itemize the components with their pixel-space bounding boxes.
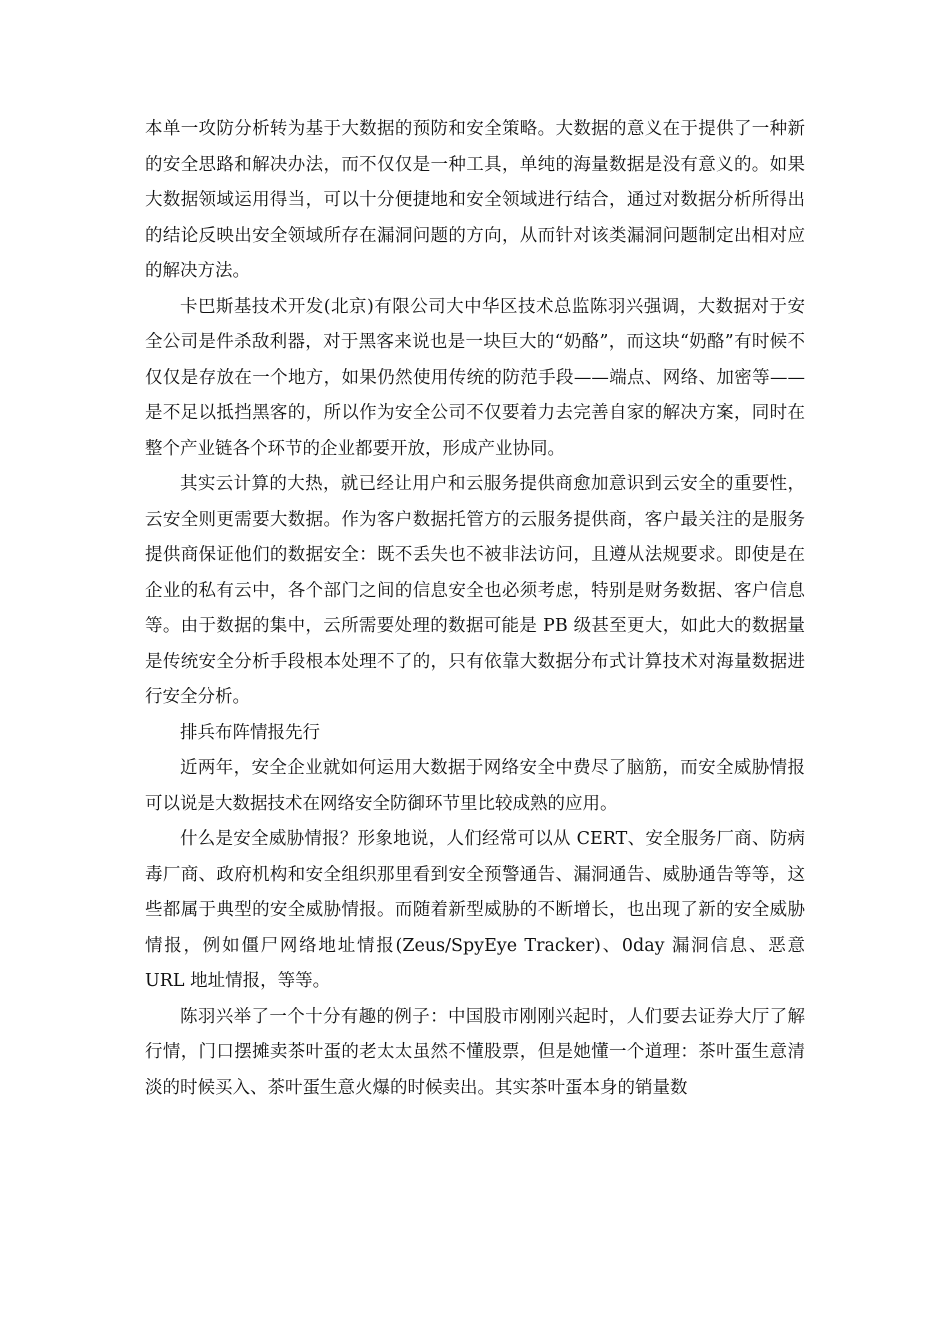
document-body [145, 112, 805, 1106]
section-heading: 排兵布阵情报先行 [180, 722, 320, 743]
paragraph-cloud-security: 其实云计算的大热，就已经让用户和云服务提供商愈加意识到云安全的重要性，云安全则更需要大数据。作为客户数据托管方的云服务提供商，客户最关注的是服务提供商保证他们的数据安全：既不丢失也不被非法访问，且遵从法规要求。即使是在企业的私有云中，各个部门之间的信息安全也必须考虑，特别是财务数据、客户信息等。由于数据的集中，云所需要处理的数据可能是 PB 级甚至更大，如此大的数据量是传统安全分析手段根本处理不了的，只有依靠大数据分布式计算技术对海量数据进行安全分析。 [145, 474, 805, 707]
paragraph-threat-intel-definition: 什么是安全威胁情报？形象地说，人们经常可以从 CERT、安全服务厂商、防病毒厂商、政府机构和安全组织那里看到安全预警通告、漏洞通告、威胁通告等等，这些都属于典型的安全威胁情报。而随着新型威胁的不断增长，也出现了新的安全威胁情报，例如僵尸网络地址情报(Zeus/SpyEye Tracker)、0day 漏洞信息、恶意 URL 地址情报，等等。 [145, 829, 805, 991]
paragraph-kaspersky-quote: 卡巴斯基技术开发(北京)有限公司大中华区技术总监陈羽兴强调，大数据对于安全公司是件杀敌利器，对于黑客来说也是一块巨大的“奶酪”，而这块“奶酪”有时候不仅仅是存放在一个地方，如果仍然使用传统的防范手段——端点、网络、加密等——是不足以抵挡黑客的，所以作为安全公司不仅要着力去完善自家的解决方案，同时在整个产业链各个环节的企业都要开放，形成产业协同。 [145, 296, 805, 459]
paragraph-threat-intel-intro: 近两年，安全企业就如何运用大数据于网络安全中费尽了脑筋，而安全威胁情报可以说是大数据技术在网络安全防御环节里比较成熟的应用。 [145, 758, 805, 814]
paragraph-tea-egg-example: 陈羽兴举了一个十分有趣的例子：中国股市刚刚兴起时，人们要去证券大厅了解行情，门口摆摊卖茶叶蛋的老太太虽然不懂股票，但是她懂一个道理：茶叶蛋生意清淡的时候买入、茶叶蛋生意火爆的时候卖出。其实茶叶蛋本身的销量数 [145, 1006, 805, 1098]
paragraph-continuation: 本单一攻防分析转为基于大数据的预防和安全策略。大数据的意义在于提供了一种新的安全思路和解决办法，而不仅仅是一种工具，单纯的海量数据是没有意义的。如果大数据领域运用得当，可以十分便捷地和安全领域进行结合，通过对数据分析所得出的结论反映出安全领域所存在漏洞问题的方向，从而针对该类漏洞问题制定出相对应的解决方法。 [145, 119, 805, 281]
